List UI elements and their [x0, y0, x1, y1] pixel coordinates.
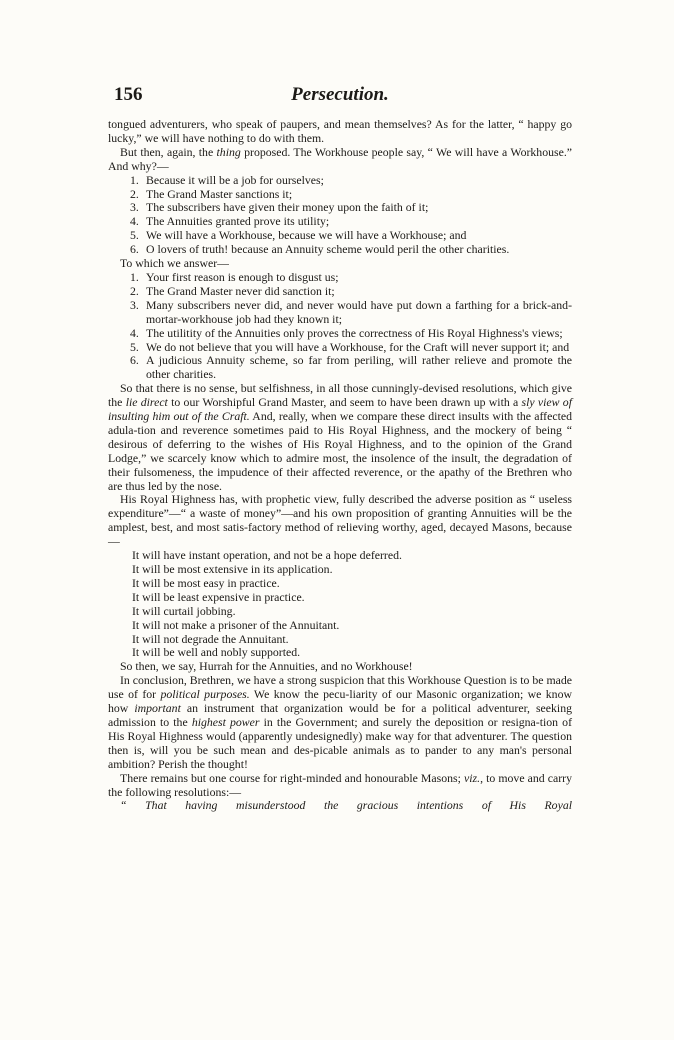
statement-item: It will be most extensive in its application.	[132, 562, 333, 576]
text-run: So that there is no sense, but selfishness, in all those cunningly-devised resolutions, which give the	[108, 381, 572, 410]
statement-item: It will not make a prisoner of the Annuitant.	[132, 617, 340, 632]
item-number: 4.	[130, 214, 139, 229]
text-run: In conclusion, Brethren, we have a strong suspicion that this Workhouse Question is to be made use of for	[108, 673, 572, 702]
item-number: 3.	[130, 200, 139, 215]
item-text: We do not believe that you will have a Workhouse, for the Craft will never support it; and	[146, 339, 570, 354]
paragraph: So then, we say, Hurrah for the Annuities, and no Workhouse!	[120, 659, 413, 674]
item-number: 5.	[130, 339, 139, 354]
list-item	[108, 327, 572, 341]
italic-text: highest power	[191, 714, 260, 729]
list-item	[108, 174, 572, 188]
item-text: O lovers of truth! because an Annuity scheme would peril the other charities.	[146, 242, 510, 257]
paragraph: To which we answer—	[120, 256, 229, 271]
text-run: But then, again, the	[120, 144, 217, 159]
item-text: The utilitity of the Annuities only proves the correctness of His Royal Highness's views;	[146, 325, 563, 340]
item-text: Your first reason is enough to disgust us;	[146, 269, 339, 284]
text-run: in the Government; and surely the deposition or resigna-tion of His Royal Highness would (apparently undesignedly) make way for that adventurer. The question then is, will you be such mean and des-picable animals as to pander to any man's personal ambition? Perish the thought!	[108, 714, 572, 771]
statements-list	[108, 549, 572, 660]
paragraph: “ That having misunderstood the gracious intentions of His Royal	[120, 798, 572, 813]
paragraph	[108, 772, 572, 800]
list-item	[108, 354, 572, 382]
list-item	[108, 229, 572, 243]
item-number: 3.	[130, 297, 139, 312]
italic-text: lie direct	[125, 395, 168, 410]
list-item	[108, 215, 572, 229]
page-body	[108, 118, 572, 813]
item-number: 1.	[130, 172, 139, 187]
page-number: 156	[114, 84, 143, 105]
italic-text: political purposes.	[160, 687, 250, 702]
statement-item: It will be most easy in practice.	[132, 575, 280, 590]
paragraph	[108, 382, 572, 493]
item-number: 2.	[130, 283, 139, 298]
answers-list	[108, 271, 572, 382]
list-item	[108, 201, 572, 215]
item-text: The Grand Master sanctions it;	[146, 186, 293, 201]
item-number: 6.	[130, 242, 139, 257]
list-item	[108, 243, 572, 257]
item-number: 4.	[130, 325, 139, 340]
italic-text: important	[134, 701, 181, 716]
statement-item: It will have instant operation, and not be a hope deferred.	[132, 548, 402, 563]
list-item	[108, 271, 572, 285]
list-item	[108, 299, 572, 327]
item-text: We will have a Workhouse, because we will have a Workhouse; and	[146, 228, 467, 243]
statement-item: It will not degrade the Annuitant.	[132, 631, 289, 646]
italic-text: thing	[216, 144, 241, 159]
italic-text: sly view of insulting him out of the Craft.	[108, 395, 572, 424]
item-number: 1.	[130, 269, 139, 284]
paragraph	[108, 674, 572, 771]
item-text: The Grand Master never did sanction it;	[146, 283, 335, 298]
paragraph: His Royal Highness has, with prophetic view, fully described the adverse position as “ useless expenditure”—“ a waste of money”—and his own proposition of granting Annuities will be the amplest, best, and most satis-factory method of relieving worthy, aged, decayed Masons, because—	[108, 492, 572, 549]
item-text: A judicious Annuity scheme, so far from periling, will rather relieve and promote the other charities.	[146, 353, 572, 382]
paragraph	[108, 146, 572, 174]
reasons-list	[108, 174, 572, 257]
list-item	[108, 285, 572, 299]
statement-item: It will curtail jobbing.	[132, 603, 236, 618]
statement-item: It will be least expensive in practice.	[132, 589, 305, 604]
running-title: Persecution.	[291, 84, 389, 105]
text-run: , to move and carry the following resolutions:—	[108, 770, 572, 799]
text-run: And, really, when we compare these direct insults with the affected adula-tion and reverence sometimes paid to His Royal Highness, and the mockery of being “ desirous of deferring to the wishes of His Royal Highness, and to the opinion of the Grand Lodge,” we scarcely know which to admire most, the insolence of the insult, the degradation of their fulsomeness, the impudence of their affected reverence, or the apathy of the Brethren who are thus led by the nose.	[108, 409, 572, 493]
text-run: proposed. The Workhouse people say, “ We will have a Workhouse.” And why?—	[108, 144, 573, 173]
item-number: 5.	[130, 228, 139, 243]
page-header	[108, 84, 572, 110]
text-run: We know the pecu-liarity of our Masonic organization; we know how	[108, 687, 572, 716]
item-text: Because it will be a job for ourselves;	[146, 172, 324, 187]
item-text: The Annuities granted prove its utility;	[146, 214, 330, 229]
paragraph: tongued adventurers, who speak of paupers, and mean themselves? As for the latter, “ happy go lucky,” we will have nothing to do with them.	[108, 117, 572, 145]
item-number: 2.	[130, 186, 139, 201]
list-item	[108, 188, 572, 202]
italic-text: viz.	[464, 770, 481, 785]
text-run: an instrument that organization would be for a political adventurer, seeking admission to the	[108, 701, 572, 729]
item-text: Many subscribers never did, and never would have put down a farthing for a brick-and-mortar-workhouse job had they known it;	[146, 297, 572, 326]
text-run: There remains but one course for right-minded and honourable Masons;	[120, 770, 464, 785]
text-run: to our Worshipful Grand Master, and seem to have been drawn up with a	[167, 395, 522, 410]
list-item	[108, 341, 572, 355]
item-number: 6.	[130, 353, 139, 368]
item-text: The subscribers have given their money upon the faith of it;	[146, 200, 429, 215]
statement-item: It will be well and nobly supported.	[132, 645, 301, 660]
